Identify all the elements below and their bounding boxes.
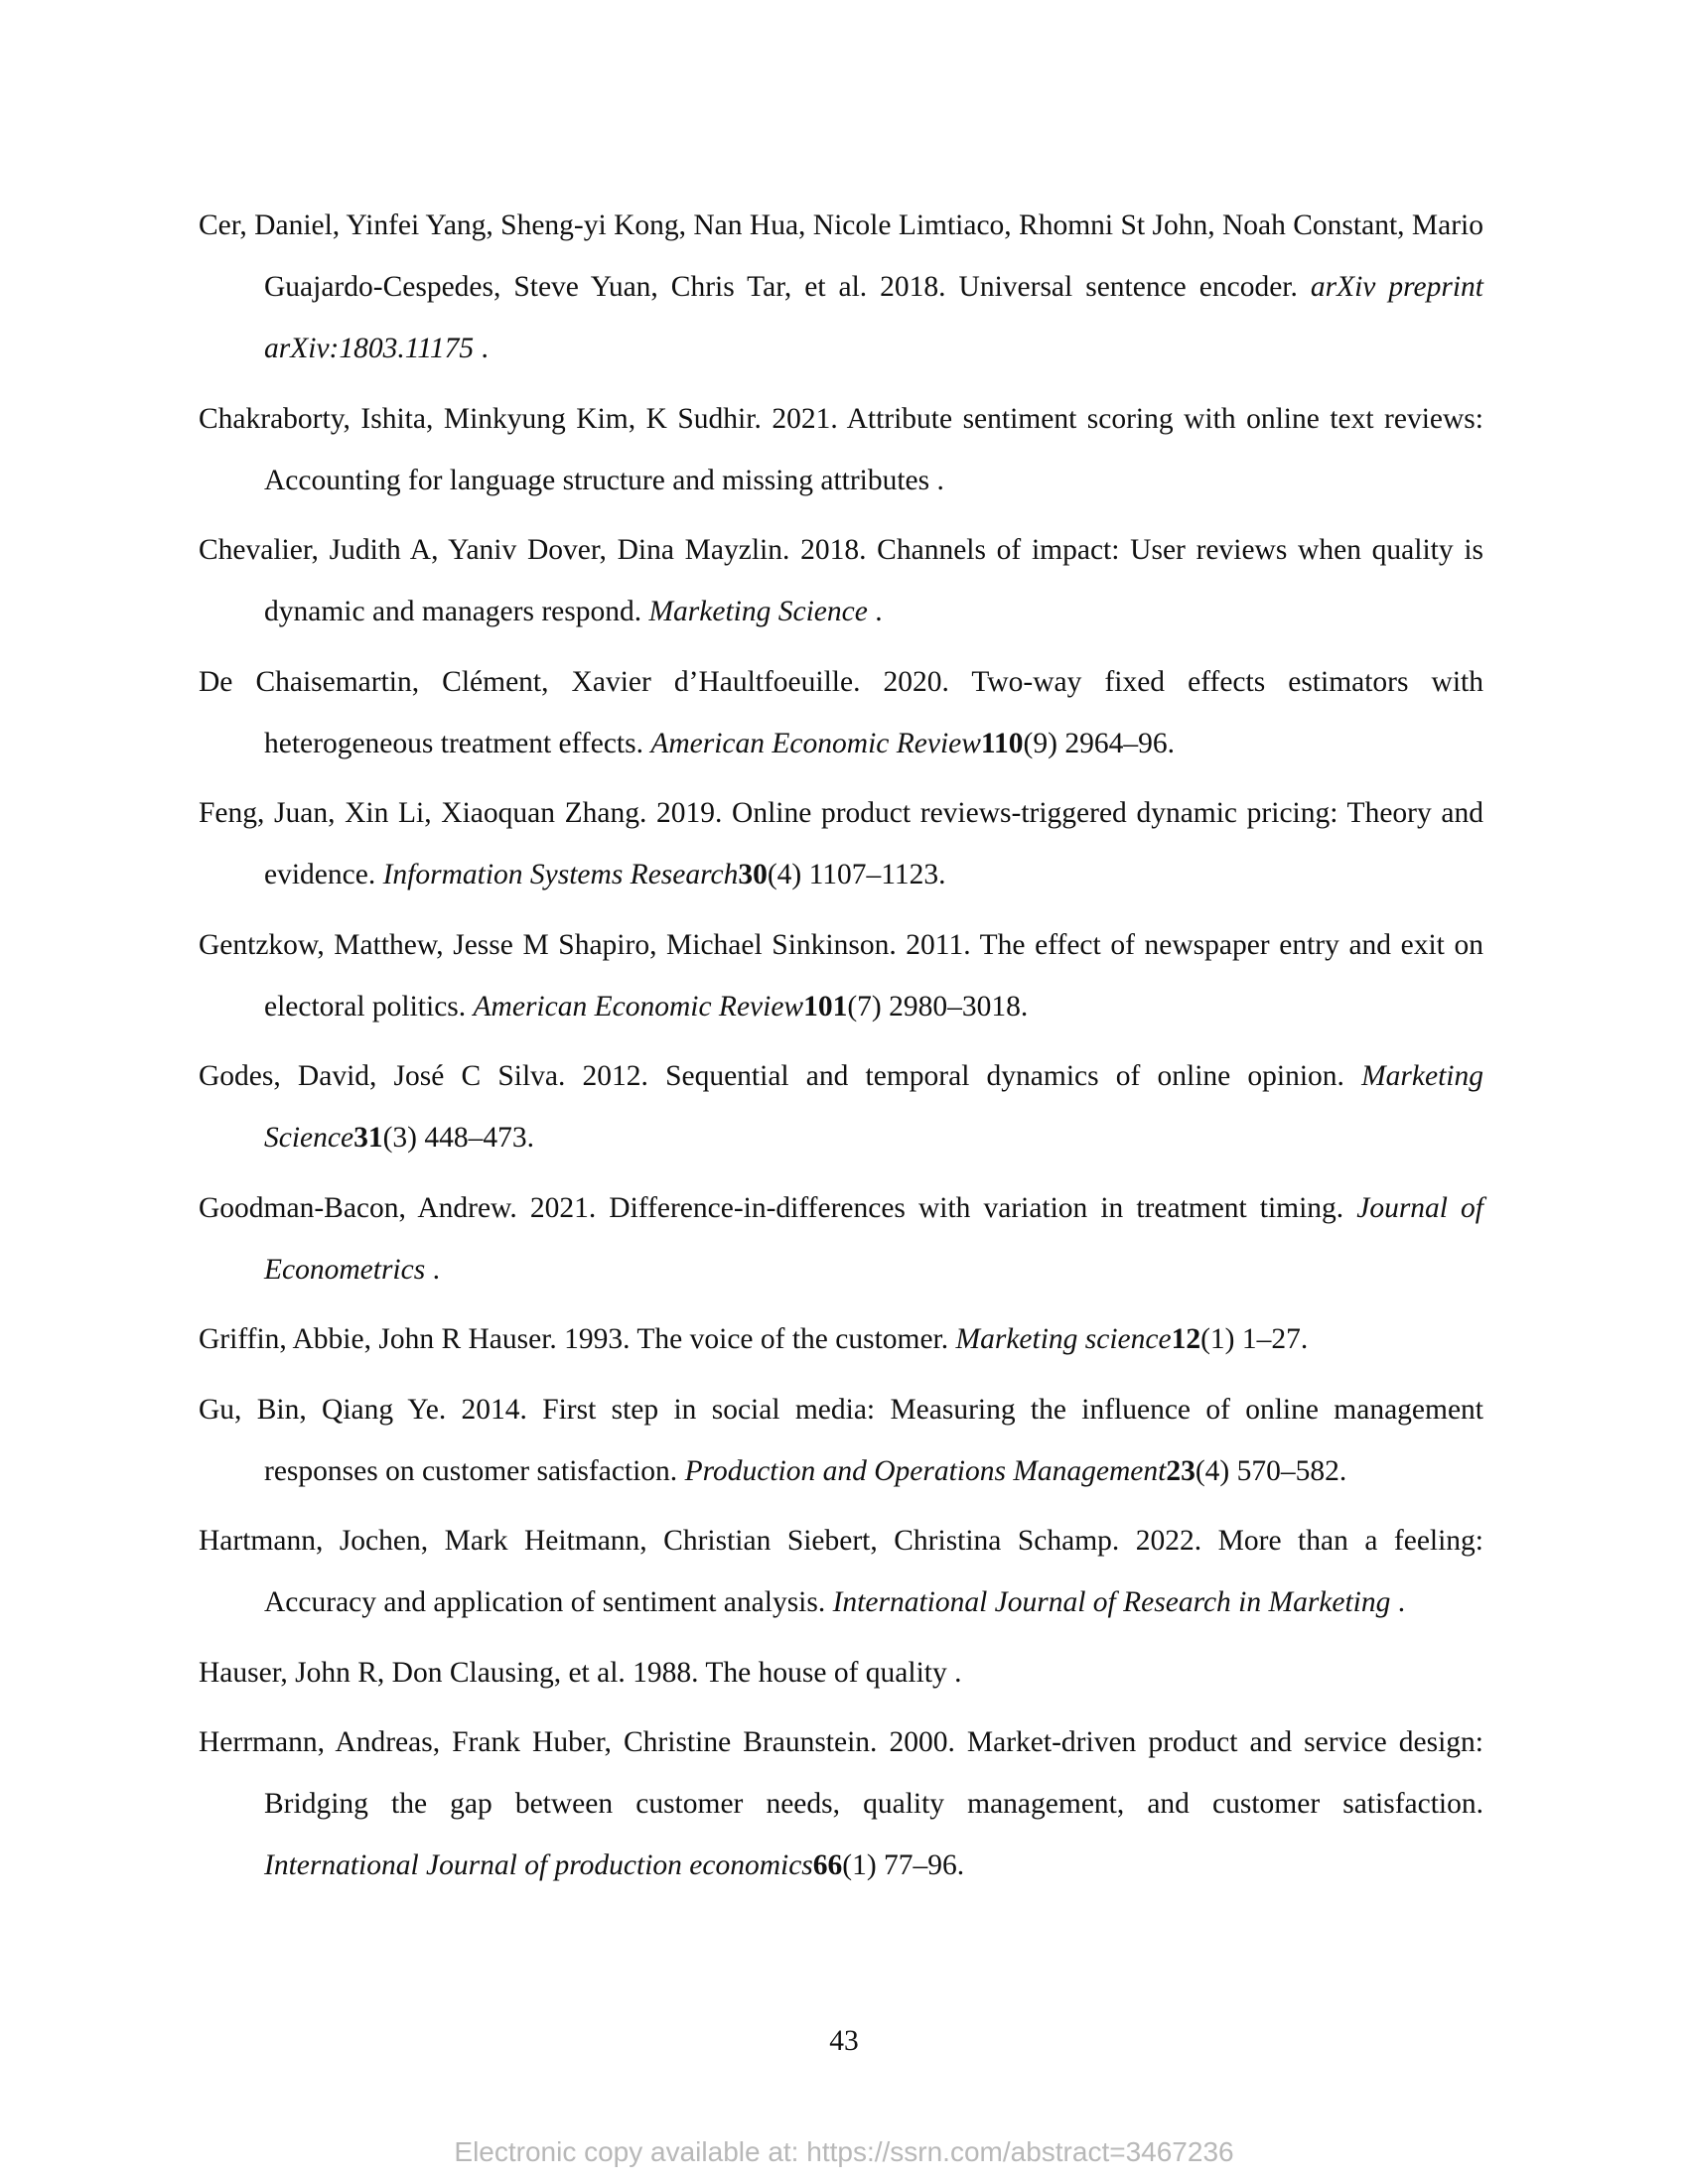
reference-volume: 110 [980, 727, 1024, 759]
reference-text: Hauser, John R, Don Clausing, et al. 1988. The house of quality . [199, 1656, 962, 1689]
reference-journal: Information Systems Research [382, 859, 739, 890]
page-number: 43 [829, 2025, 859, 2057]
reference-journal: Journal of Econometrics [264, 1191, 1483, 1286]
ssrn-watermark: Electronic copy available at: https://ssrn.com/abstract=3467236 [454, 2136, 1234, 2167]
reference-text: Griffin, Abbie, John R Hauser. 1993. The voice of the customer. [199, 1323, 956, 1355]
reference-list [199, 195, 1483, 1896]
reference-text: Chevalier, Judith A, Yaniv Dover, Dina Mayzlin. 2018. Channels of impact: User reviews when quality is dynamic and managers respond. [199, 534, 1483, 627]
reference-text: Godes, David, José C Silva. 2012. Sequential and temporal dynamics of online opinion. [199, 1060, 1362, 1092]
reference-entry [199, 1379, 1483, 1502]
reference-journal: Marketing Science [264, 1060, 1483, 1154]
reference-volume: 101 [803, 990, 848, 1023]
reference-tail: (4) 570–582. [1195, 1454, 1347, 1487]
reference-entry [199, 519, 1483, 642]
reference-journal: Marketing science [955, 1323, 1172, 1355]
reference-text: Feng, Juan, Xin Li, Xiaoquan Zhang. 2019. Online product reviews-triggered dynamic pricing: Theory and evidence. [199, 797, 1483, 890]
reference-tail: . [1390, 1586, 1406, 1618]
reference-tail: . [867, 596, 883, 627]
reference-journal: Production and Operations Management [684, 1454, 1167, 1487]
reference-text: Chakraborty, Ishita, Minkyung Kim, K Sudhir. 2021. Attribute sentiment scoring with online text reviews: Accounting for language structure and missing attributes . [199, 402, 1483, 496]
reference-volume: 12 [1171, 1323, 1201, 1355]
reference-tail: (3) 448–473. [382, 1122, 534, 1154]
reference-tail: . [474, 333, 489, 364]
reference-entry [199, 782, 1483, 905]
reference-entry [199, 914, 1483, 1037]
reference-tail: (1) 77–96. [842, 1849, 965, 1881]
reference-text: Gentzkow, Matthew, Jesse M Shapiro, Michael Sinkinson. 2011. The effect of newspaper entry and exit on electoral politics. [199, 928, 1483, 1023]
reference-entry [199, 651, 1483, 774]
reference-entry [199, 1045, 1483, 1168]
reference-volume: 31 [353, 1122, 383, 1154]
references-page [199, 195, 1483, 1905]
reference-entry [199, 1510, 1483, 1633]
reference-entry [199, 388, 1483, 511]
reference-tail: . [425, 1253, 440, 1286]
reference-entry [199, 1308, 1483, 1370]
reference-volume: 23 [1166, 1454, 1196, 1487]
reference-tail: (7) 2980–3018. [847, 990, 1029, 1023]
reference-entry [199, 1642, 1483, 1704]
reference-tail: (9) 2964–96. [1023, 727, 1175, 759]
reference-text: Herrmann, Andreas, Frank Huber, Christine Braunstein. 2000. Market-driven product and service design: Bridging the gap between customer needs, quality management, and customer satisfaction. [199, 1726, 1483, 1820]
reference-text: Goodman-Bacon, Andrew. 2021. Difference-in-differences with variation in treatment timing. [199, 1191, 1357, 1224]
reference-journal: American Economic Review [650, 727, 981, 759]
reference-journal: International Journal of production economics [264, 1849, 813, 1881]
reference-journal: Marketing Science [648, 596, 868, 627]
reference-text: De Chaisemartin, Clément, Xavier d’Haultfoeuille. 2020. Two-way fixed effects estimators with heterogeneous treatment effects. [199, 665, 1483, 759]
reference-tail: (1) 1–27. [1200, 1323, 1309, 1355]
reference-tail: (4) 1107–1123. [767, 859, 946, 890]
reference-text: Gu, Bin, Qiang Ye. 2014. First step in social media: Measuring the influence of online management responses on customer satisfaction. [199, 1393, 1483, 1487]
reference-journal: American Economic Review [473, 990, 804, 1023]
reference-journal: International Journal of Research in Marketing [832, 1586, 1391, 1618]
reference-entry [199, 1711, 1483, 1896]
reference-volume: 66 [812, 1849, 843, 1881]
reference-text: Hartmann, Jochen, Mark Heitmann, Christian Siebert, Christina Schamp. 2022. More than a feeling: Accuracy and application of sentiment analysis. [199, 1525, 1483, 1618]
reference-entry [199, 1177, 1483, 1300]
reference-entry [199, 195, 1483, 379]
reference-volume: 30 [738, 859, 768, 890]
reference-text: Cer, Daniel, Yinfei Yang, Sheng-yi Kong, Nan Hua, Nicole Limtiaco, Rhomni St John, Noah Constant, Mario Guajardo-Cespedes, Steve Yuan, Chris Tar, et al. 2018. Universal sentence encoder. [199, 209, 1483, 303]
reference-journal: arXiv preprint arXiv:1803.11175 [264, 271, 1483, 364]
